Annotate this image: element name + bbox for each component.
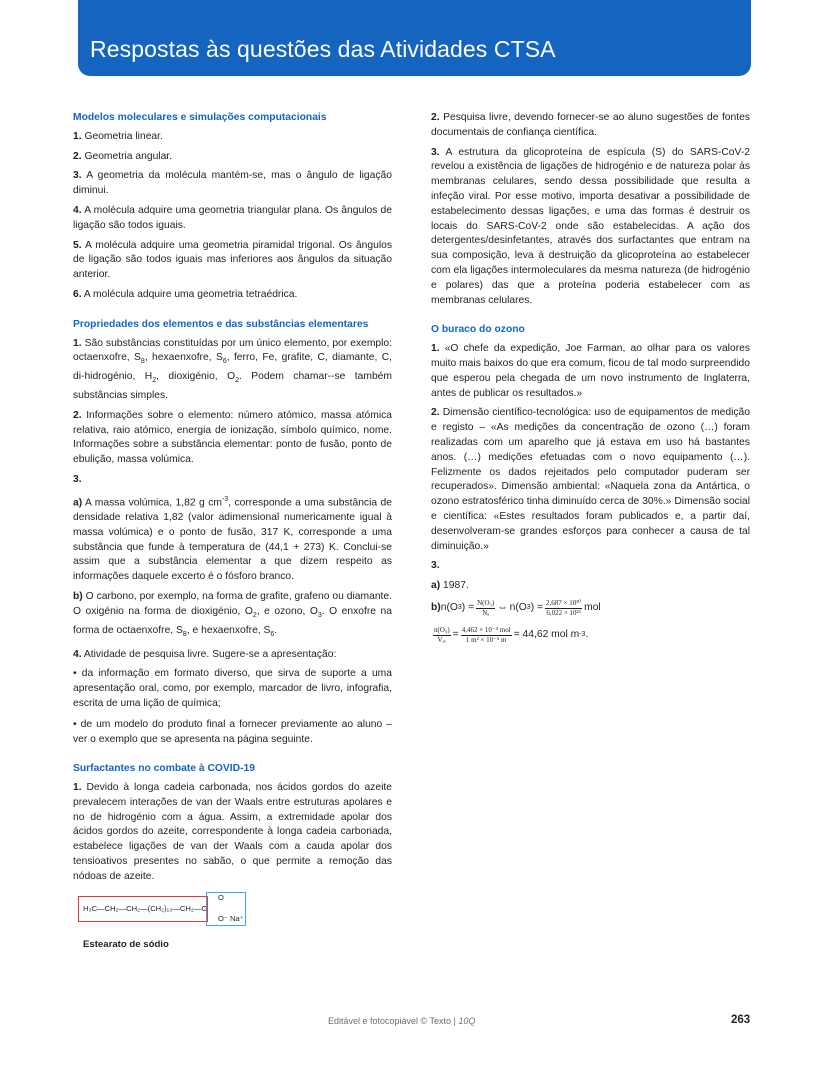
answer-number: 3.: [431, 560, 440, 572]
text-part: O carbono, por exemplo, na forma de grafite, grafeno ou diamante. O oxigénio na forma de dioxigénio, O: [73, 591, 392, 617]
footer-text: Editável e fotocopiável © Texto |: [328, 1016, 459, 1026]
unit: mol: [584, 602, 601, 613]
answer-3a: [431, 579, 750, 594]
carboxylate-group: O⁻ Na⁺: [218, 913, 244, 923]
text-part: , dioxigénio, O: [156, 371, 236, 383]
answer-number: 2.: [431, 112, 440, 123]
answer-3: [73, 169, 392, 199]
answer-text: Devido à longa cadeia carbonada, nos ácidos gordos do azeite prevalecem interações de van der Waals entre estruturas apolares e no de hidrogénio com a água. Assim, a extremidade apolar dos ácidos gordos do azeite, correspondente à longa cadeia carbonada, estabelece ligações de van der Waals com a cauda apolar dos tensioativos presentes no sabão, o que permite a remoção das nódoas de azeite.: [73, 782, 392, 882]
answer-text: 1987.: [440, 580, 469, 592]
formula-part: .: [585, 629, 589, 640]
subscript: 6: [222, 358, 227, 366]
bullet-item: • da informação em formato diverso, que sirva de suporte a uma apresentação oral, como, por exemplo, marcador de livro, infografia, escrita de uma lição de química;: [73, 668, 392, 709]
right-column: [431, 111, 750, 653]
answer-3: [73, 473, 392, 488]
answer-3b: [73, 590, 392, 642]
answer-2: [431, 406, 750, 554]
subscript: 2: [252, 611, 257, 619]
answer-1: [73, 130, 392, 145]
answer-text: A molécula adquire uma geometria piramidal trigonal. Os ângulos de ligação são todos iguais mas inferiores aos ângulos da situação anterior.: [73, 239, 392, 281]
answer-3: [431, 559, 750, 574]
answer-1: [73, 337, 392, 404]
fraction: [545, 599, 582, 618]
section-title-surfactants: Surfactantes no combate à COVID-19: [73, 763, 255, 775]
formula-part: n(O: [509, 602, 527, 613]
oxygen-double-bond: O: [218, 892, 224, 902]
numerator: n(O₃): [434, 625, 450, 634]
answer-number: b): [73, 591, 83, 603]
answer-5: [73, 239, 392, 283]
answer-text: Geometria linear.: [81, 130, 163, 142]
answer-text: A molécula adquire uma geometria triangular plana. Os ângulos de ligação são todos iguais.: [73, 204, 392, 231]
text-part: . Podem chamar--se também substâncias simples.: [73, 371, 392, 402]
answer-text: A molécula adquire uma geometria tetraédrica.: [81, 288, 298, 300]
answer-number: 1.: [431, 343, 440, 355]
footer-copyright: [328, 1016, 475, 1026]
subscript: 3: [317, 611, 322, 619]
subscript: 2: [152, 377, 157, 385]
formula-part: n(O: [440, 602, 458, 613]
answer-number: 4.: [73, 204, 82, 216]
answer-text: A geometria da molécula mantém-se, mas o ângulo de ligação diminui.: [73, 170, 392, 197]
page-number: 263: [731, 1014, 751, 1026]
denominator: Nₐ: [482, 608, 490, 617]
answer-number: a): [431, 580, 441, 592]
numerator: N(O₃): [477, 598, 495, 607]
answer-number: 1.: [73, 782, 82, 794]
left-column: [73, 111, 392, 952]
text-part: .: [274, 624, 278, 636]
superscript: -3: [579, 631, 586, 638]
answer-number: 5.: [73, 239, 82, 251]
chemical-formula: H₃C—CH₂—CH₂—(CH₂)₁₃—CH₂—C: [83, 903, 207, 913]
answer-number: 2.: [73, 409, 82, 421]
formula-part: ) =: [530, 602, 544, 613]
denominator: Vₐᵣ: [437, 635, 447, 644]
answer-1: [431, 342, 750, 401]
numerator: 2,687 × 10²⁰: [546, 598, 582, 607]
answer-text: Atividade de pesquisa livre. Sugere-se a apresentação:: [81, 648, 337, 660]
subscript: 6: [270, 630, 275, 638]
answer-4: [73, 204, 392, 234]
answer-6: [73, 288, 392, 303]
answer-number: 3.: [73, 170, 82, 182]
subscript: 8: [182, 630, 187, 638]
text-part: , hexaenxofre, S: [144, 352, 223, 364]
page-title: Respostas às questões das Atividades CTSA: [90, 36, 556, 62]
text-part: A massa volúmica, 1,82 g cm: [82, 497, 222, 509]
equivalence-arrow: ⇔: [497, 602, 508, 613]
answer-1: [73, 781, 392, 885]
answer-number: 1.: [73, 130, 82, 142]
header-bar: [78, 0, 751, 76]
structure-caption: Estearato de sódio: [83, 938, 169, 950]
subscript: 2: [235, 377, 239, 385]
answer-2: [73, 150, 392, 165]
answer-4: [73, 648, 392, 663]
answer-2: [73, 409, 392, 468]
answer-text: Pesquisa livre, devendo fornecer-se ao aluno sugestões de fontes documentais de confiança científica.: [431, 112, 750, 138]
formula-ozone-concentration: [431, 626, 750, 645]
fraction: [476, 599, 495, 618]
text-part: , corresponde a uma substância de densidade relativa 1,82 (valor adimensional numericamente igual à massa volúmica) e o ponto de fusão, 317 K, corresponde a uma substância que funde à temperatura de (44,1 + 273) K. Conclui-se assim que a substância elementar a que dizem respeito as informações daquele excerto é o fósforo branco.: [73, 497, 392, 583]
section-title-ozone-hole: O buraco do ozono: [431, 324, 525, 336]
text-part: , ferro, Fe, grafite, C, diamante, C, di-hidrogénio, H: [73, 352, 392, 383]
answer-number: 6.: [73, 288, 82, 300]
formula-part: ) =: [461, 602, 475, 613]
superscript: -3: [221, 495, 229, 503]
answer-2: [431, 111, 750, 141]
text-part: São substâncias constituídas por um único elemento, por exemplo: octaenxofre, S: [73, 337, 392, 364]
result: = 44,62 mol m: [513, 629, 580, 640]
section-title-molecular-models: Modelos moleculares e simulações computacionais: [73, 112, 327, 123]
formula-amount-ozone: [431, 599, 750, 618]
answer-number: 1.: [73, 337, 82, 349]
text-part: . O enxofre na forma de octaenxofre, S: [73, 605, 392, 636]
answer-number: a): [73, 497, 83, 509]
subscript: 3: [457, 604, 462, 611]
answer-text: Geometria angular.: [81, 150, 173, 162]
sodium-stearate-structure: [73, 892, 245, 926]
answer-3a: [73, 493, 392, 585]
answer-3: [431, 146, 750, 309]
equals-sign: =: [452, 629, 459, 640]
bullet-item: • de um modelo do produto final a fornecer previamente ao aluno – ver o exemplo que se apresenta na página seguinte.: [73, 718, 392, 745]
answer-text: Informações sobre o elemento: número atómico, massa atómica relativa, raio atómico, energia de ionização, símbolo químico, nome. Informações sobre a substância elementar: ponto de fusão, ponto de ebulição, massa volúmica.: [73, 409, 392, 466]
answer-text: Dimensão científico-tecnológica: uso de equipamentos de medição e registo – «As medições da concentração de ozono (…) foram realizadas com um aparelho que já estava em uso há bastantes anos. (…) medições efetuadas com o novo equipamento (…). Felizmente os dados rejeitados pelo computador puderam ser recuperados». Dimensão ambiental: «Naquela zona da Antártica, o ozono estratosférico tinha diminuído cerca de 30%.» Dimensão social e científica: «Estes resultados foram publicados e, a partir daí, desenvolveram-se grandes esforços para conhecer a causa de tal diminuição.»: [431, 407, 750, 552]
fraction: [433, 626, 451, 645]
answer-text: «O chefe da expedição, Joe Farman, ao olhar para os valores muito mais baixos do que era comum, ficou de tal modo surpreendido que esperou pela chegada de um novo instrumento de Inglaterra, antes de publicar os resultados.»: [431, 343, 750, 399]
answer-number: 4.: [73, 648, 82, 660]
answer-number: 2.: [431, 407, 440, 419]
answer-text: A estrutura da glicoproteína de espícula (S) do SARS-CoV-2 revelou a existência de ligações de hidrogénio e de natureza polar às membranas celulares, sendo dessa possibilidade que resulta a infeção viral. Por esse motivo, importa desativar a possibilidade de estabelecimento dessas ligações, e uma das formas é destruir os locais do SARS-CoV-2 onde são estabelecidas. A ação dos detergentes/desinfetantes, através dos surfactantes que entram na sua composição, leva à destruição da glicoproteína ao estabelecer com ela ligações intermoleculares da mesma natureza (de hidrogénio e polares) das que a proteína poderia estabelecer com as membranas celulares.: [431, 146, 750, 306]
answer-number: 3.: [431, 146, 440, 158]
subscript: 3: [526, 604, 531, 611]
answer-number: 2.: [73, 150, 82, 162]
text-part: , e ozono, O: [256, 605, 318, 617]
numerator: 4,462 × 10⁻⁴ mol: [461, 625, 511, 634]
section-title-element-properties: Propriedades dos elementos e das substâncias elementares: [73, 318, 369, 330]
denominator: 6,022 × 10²³: [546, 608, 581, 617]
fraction: [461, 626, 512, 645]
answer-number: 3.: [73, 474, 82, 486]
denominator: 1 m² × 10⁻⁵ m: [465, 635, 507, 644]
subscript: 8: [140, 358, 145, 366]
footer-brand: 10Q: [458, 1016, 476, 1026]
text-part: , e hexaenxofre, S: [186, 624, 271, 636]
answer-number: b): [431, 602, 441, 613]
